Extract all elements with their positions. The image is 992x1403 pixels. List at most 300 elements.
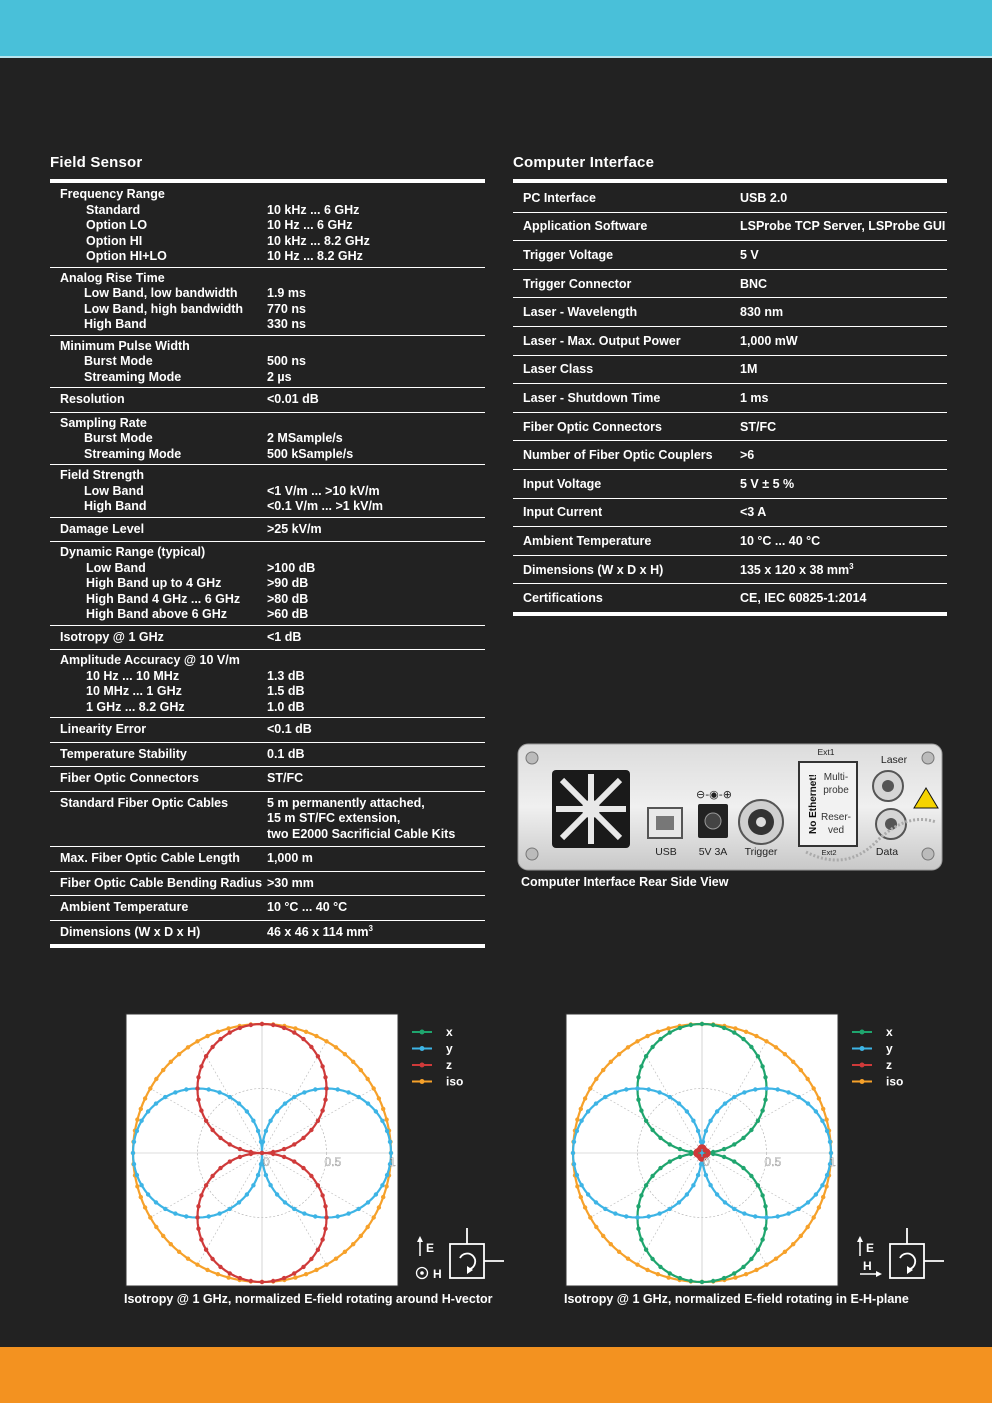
data-point	[366, 1225, 370, 1229]
data-point	[715, 1109, 719, 1113]
spec-row	[513, 413, 947, 442]
spec-value-text: 1,000 m	[267, 851, 313, 865]
multiprobe-label-2: probe	[823, 785, 849, 796]
spec-sublabel: High Band up to 4 GHz	[86, 576, 222, 590]
data-point	[691, 1119, 695, 1123]
data-point	[588, 1215, 592, 1219]
data-point	[650, 1128, 654, 1132]
data-point	[207, 1214, 211, 1218]
spec-sublabel: Low Band, high bandwidth	[84, 301, 244, 316]
data-point	[791, 1242, 795, 1246]
spec-value	[740, 563, 947, 577]
spec-subrow	[50, 700, 485, 716]
spec-subrow	[50, 447, 485, 463]
data-point	[715, 1192, 719, 1196]
legend-marker	[860, 1046, 865, 1051]
data-point	[196, 1098, 200, 1102]
data-point	[657, 1211, 661, 1215]
spec-value	[740, 391, 947, 405]
data-point	[824, 1184, 828, 1188]
data-point	[828, 1140, 832, 1144]
spec-subrow	[50, 317, 485, 333]
data-point	[685, 1109, 689, 1113]
spec-value	[740, 334, 947, 348]
legend	[412, 1025, 463, 1089]
spec-subrow	[50, 484, 485, 500]
spec-value	[740, 477, 947, 491]
spec-row	[50, 771, 485, 787]
spec-row	[513, 441, 947, 470]
radial-tick-label: 0	[703, 1155, 710, 1169]
spec-value-text: 10 °C ... 40 °C	[267, 900, 348, 914]
data-point	[205, 1268, 209, 1272]
data-point	[657, 1090, 661, 1094]
data-point	[309, 1045, 313, 1049]
data-point	[184, 1214, 188, 1218]
unit-superscript: 3	[368, 923, 373, 933]
data-point	[749, 1045, 753, 1049]
data-point	[678, 1026, 682, 1030]
data-point	[218, 1037, 222, 1041]
spec-value	[267, 392, 485, 408]
data-point	[639, 1064, 643, 1068]
data-point	[238, 1276, 242, 1280]
data-point	[601, 1234, 605, 1238]
spec-sublabel: High Band 4 GHz ... 6 GHz	[86, 591, 241, 606]
data-point	[384, 1117, 388, 1121]
data-point	[639, 1237, 643, 1241]
ext1-label: Ext1	[817, 747, 835, 757]
data-point	[154, 1101, 158, 1105]
data-point	[249, 1279, 253, 1283]
data-point	[668, 1207, 672, 1211]
data-point	[797, 1207, 801, 1211]
data-point	[139, 1107, 143, 1111]
data-point	[817, 1096, 821, 1100]
spec-subrow	[50, 607, 485, 623]
spec-label: Temperature Stability	[60, 746, 187, 761]
data-point	[650, 1174, 654, 1178]
spec-sublabel: Standard	[86, 202, 141, 217]
data-point	[264, 1129, 268, 1133]
data-point	[143, 1205, 147, 1209]
data-point	[753, 1214, 757, 1218]
spec-row	[50, 747, 485, 763]
data-point	[763, 1227, 767, 1231]
spec-label: Dynamic Range (typical)	[60, 545, 206, 559]
data-point	[760, 1237, 764, 1241]
data-point	[626, 1045, 630, 1049]
data-point	[195, 1086, 199, 1090]
unit-superscript: 3	[849, 561, 854, 571]
no-ethernet-label: No Ethernet!	[808, 774, 819, 834]
field-sensor-title: Field Sensor	[50, 154, 143, 171]
data-point	[245, 1192, 249, 1196]
data-point	[385, 1173, 389, 1177]
legend-label: z	[446, 1058, 452, 1072]
data-point	[169, 1060, 173, 1064]
data-point	[374, 1109, 378, 1113]
chart-caption-2: Isotropy @ 1 GHz, normalized E-field rotating in E-H-plane	[564, 1292, 909, 1306]
spec-value: 10 kHz ... 6 GHz	[267, 202, 360, 217]
laser-label: Laser	[880, 754, 908, 766]
data-point	[708, 1183, 712, 1187]
spec-value: >80 dB	[267, 591, 309, 606]
spec-label: Frequency Range	[60, 187, 165, 201]
spec-subrow	[50, 431, 485, 447]
data-point	[226, 1026, 230, 1030]
data-point	[316, 1248, 320, 1252]
spec-value	[267, 522, 485, 538]
radial-tick-label: 0.5	[324, 1155, 342, 1169]
data-point	[732, 1271, 736, 1275]
chart-caption-1: Isotropy @ 1 GHz, normalized E-field rotating around H-vector	[124, 1292, 493, 1306]
spec-sublabel: High Band	[84, 317, 147, 331]
data-point	[723, 1101, 727, 1105]
data-point	[251, 1119, 255, 1123]
spec-group	[50, 465, 485, 518]
spec-value-text: >25 kV/m	[267, 521, 322, 536]
data-point	[650, 1045, 654, 1049]
spec-value: 10 kHz ... 8.2 GHz	[267, 233, 370, 248]
data-point	[658, 1166, 662, 1170]
data-point	[624, 1087, 628, 1091]
header-band	[0, 0, 992, 56]
data-point	[696, 1129, 700, 1133]
data-point	[786, 1211, 790, 1215]
data-point	[301, 1166, 305, 1170]
spec-row	[50, 851, 485, 867]
h-vector-label: H	[863, 1259, 872, 1273]
data-point	[314, 1034, 318, 1038]
data-point	[324, 1263, 328, 1267]
legend-label: x	[886, 1025, 893, 1039]
data-point	[184, 1087, 188, 1091]
data-point	[774, 1045, 778, 1049]
data-point	[131, 1151, 135, 1155]
data-point	[238, 1147, 242, 1151]
data-point	[812, 1215, 816, 1219]
spec-sublabel: Low Band	[84, 483, 144, 498]
spec-value: <1 V/m ... >10 kV/m	[267, 483, 380, 498]
spec-label: Input Voltage	[523, 476, 602, 491]
data-point	[760, 1064, 764, 1068]
spec-value	[267, 339, 485, 355]
spec-value	[267, 876, 485, 892]
spec-label-empty	[50, 827, 267, 843]
data-point	[359, 1068, 363, 1072]
spec-value-text: 1,000 mW	[740, 333, 798, 348]
spec-value	[267, 545, 485, 561]
legend-label: z	[886, 1058, 892, 1072]
spec-value-text: <3 A	[740, 505, 767, 520]
spec-sublabel: Low Band	[86, 560, 146, 575]
data-point	[668, 1030, 672, 1034]
data-point	[336, 1087, 340, 1091]
data-point	[647, 1087, 651, 1091]
spec-value: 5 m permanently attached,	[267, 795, 425, 810]
data-point	[668, 1271, 672, 1275]
data-point	[260, 1022, 264, 1026]
data-point	[764, 1263, 768, 1267]
spec-group	[50, 184, 485, 268]
data-point	[343, 1052, 347, 1056]
data-point	[199, 1237, 203, 1241]
spec-value: >60 dB	[267, 607, 309, 621]
data-point	[644, 1183, 648, 1187]
spec-value	[740, 248, 947, 262]
data-point	[320, 1108, 324, 1112]
legend-label: y	[886, 1041, 893, 1056]
data-point	[143, 1096, 147, 1100]
data-point	[603, 1207, 607, 1211]
spec-value	[267, 468, 485, 484]
data-point	[336, 1214, 340, 1218]
data-point	[579, 1107, 583, 1111]
spec-row	[50, 522, 485, 538]
data-point	[132, 1140, 136, 1144]
data-point	[283, 1101, 287, 1105]
data-point	[613, 1090, 617, 1094]
data-point	[786, 1090, 790, 1094]
data-point	[228, 1207, 232, 1211]
data-point	[380, 1119, 384, 1123]
data-point	[217, 1211, 221, 1215]
legend-marker	[860, 1079, 865, 1084]
data-point	[301, 1037, 305, 1041]
data-point	[742, 1090, 746, 1094]
spec-label: Certifications	[523, 591, 603, 606]
spec-sublabel: Low Band, low bandwidth	[84, 286, 238, 300]
data-point	[732, 1207, 736, 1211]
data-point	[626, 1257, 630, 1261]
data-point	[304, 1030, 308, 1034]
data-point	[656, 1272, 660, 1276]
spec-row	[513, 584, 947, 616]
spec-value-text: 5 V	[740, 247, 759, 262]
data-point	[636, 1098, 640, 1102]
data-point	[237, 1200, 241, 1204]
spec-subrow	[50, 592, 485, 608]
data-point	[320, 1193, 324, 1197]
spec-label: Minimum Pulse Width	[60, 338, 190, 353]
data-point	[656, 1030, 660, 1034]
legend-label: x	[446, 1025, 453, 1039]
data-point	[301, 1136, 305, 1140]
data-point	[324, 1039, 328, 1043]
data-point	[732, 1030, 736, 1034]
data-point	[346, 1090, 350, 1094]
spec-group	[50, 718, 485, 743]
spec-label: Sampling Rate	[60, 415, 147, 430]
data-point	[381, 1195, 385, 1199]
data-point	[756, 1183, 760, 1187]
data-point	[196, 1204, 200, 1208]
data-point	[594, 1225, 598, 1229]
spec-sublabel: Option HI+LO	[86, 249, 167, 263]
ext2-label: Ext2	[821, 848, 837, 857]
spec-sublabel: High Band	[84, 499, 147, 513]
spec-sublabel: Option LO	[86, 218, 148, 232]
data-point	[824, 1117, 828, 1121]
data-point	[668, 1159, 672, 1163]
data-point	[814, 1109, 818, 1113]
data-point	[218, 1265, 222, 1269]
data-point	[323, 1204, 327, 1208]
data-point	[163, 1095, 167, 1099]
data-point	[601, 1068, 605, 1072]
spec-label: Resolution	[60, 392, 125, 406]
data-point	[799, 1068, 803, 1072]
spec-subrow	[50, 286, 485, 302]
data-point	[763, 1075, 767, 1079]
data-point	[583, 1205, 587, 1209]
data-point	[161, 1234, 165, 1238]
data-point	[806, 1101, 810, 1105]
spec-subrow	[50, 684, 485, 700]
spec-row	[50, 392, 485, 408]
legend	[852, 1025, 903, 1089]
data-point	[204, 1119, 208, 1123]
data-point	[282, 1026, 286, 1030]
spec-value: >100 dB	[267, 560, 316, 575]
data-point	[323, 1075, 327, 1079]
data-point	[163, 1207, 167, 1211]
spec-value	[740, 591, 947, 605]
spec-value	[267, 851, 485, 867]
spec-value-text: LSProbe TCP Server, LSProbe GUI	[740, 219, 946, 234]
data-point	[741, 1166, 745, 1170]
data-point	[677, 1101, 681, 1105]
data-point	[357, 1207, 361, 1211]
data-point	[594, 1101, 598, 1105]
screw-icon	[526, 848, 538, 860]
spec-label: Damage Level	[60, 521, 145, 536]
data-point	[388, 1140, 392, 1144]
data-point	[292, 1159, 296, 1163]
spec-row	[513, 556, 947, 585]
data-point	[271, 1023, 275, 1027]
spec-value	[267, 722, 485, 738]
spec-sublabel: Burst Mode	[84, 354, 153, 368]
data-point	[372, 1086, 376, 1090]
data-point	[316, 1183, 320, 1187]
spec-sublabel: Streaming Mode	[84, 369, 182, 384]
data-point	[268, 1119, 272, 1123]
screw-icon	[526, 752, 538, 764]
data-point	[196, 1227, 200, 1231]
data-point	[636, 1075, 640, 1079]
data-point	[756, 1248, 760, 1252]
spec-subrow	[50, 561, 485, 577]
data-point	[817, 1205, 821, 1209]
data-point	[228, 1271, 232, 1275]
footer-band	[0, 1347, 992, 1403]
data-point	[264, 1173, 268, 1177]
data-point	[196, 1075, 200, 1079]
spec-row	[513, 270, 947, 299]
legend-marker	[420, 1063, 425, 1068]
data-point	[741, 1037, 745, 1041]
data-point	[302, 1090, 306, 1094]
data-point	[177, 1052, 181, 1056]
reserved-label-2: ved	[827, 825, 845, 836]
data-point	[572, 1162, 576, 1166]
spec-row	[50, 416, 485, 432]
data-point	[749, 1174, 753, 1178]
spec-label: Isotropy @ 1 GHz	[60, 629, 164, 644]
data-point	[301, 1265, 305, 1269]
data-point	[148, 1215, 152, 1219]
spec-value	[267, 187, 485, 203]
computer-interface-top-rule	[513, 179, 947, 183]
spec-label: Laser - Wavelength	[523, 305, 638, 320]
spec-subrow	[50, 249, 485, 265]
spec-value: 10 Hz ... 8.2 GHz	[267, 249, 363, 263]
data-point	[304, 1272, 308, 1276]
data-point	[377, 1205, 381, 1209]
spec-value-text: CE, IEC 60825-1:2014	[740, 591, 867, 606]
spec-group	[50, 792, 485, 848]
data-point	[256, 1129, 260, 1133]
data-point	[760, 1193, 764, 1197]
data-point	[205, 1034, 209, 1038]
data-point	[700, 1022, 704, 1026]
data-point	[199, 1108, 203, 1112]
data-point	[313, 1087, 317, 1091]
data-point	[754, 1268, 758, 1272]
data-point	[658, 1136, 662, 1140]
data-point	[154, 1200, 158, 1204]
computer-interface-table	[513, 184, 947, 616]
spec-label: Input Current	[523, 505, 603, 520]
legend-marker	[860, 1030, 865, 1035]
spec-row	[50, 811, 485, 827]
data-point	[320, 1237, 324, 1241]
data-point	[749, 1257, 753, 1261]
data-point	[571, 1151, 575, 1155]
spec-label: Ambient Temperature	[523, 533, 652, 548]
data-point	[139, 1183, 143, 1187]
data-point	[764, 1215, 768, 1219]
legend-label: iso	[886, 1074, 904, 1089]
spec-value	[267, 900, 485, 916]
spec-value: 2 MSample/s	[267, 431, 343, 445]
radial-tick-label: 0.5	[764, 1155, 782, 1169]
data-point	[359, 1234, 363, 1238]
data-point	[741, 1265, 745, 1269]
data-point	[764, 1039, 768, 1043]
data-point	[292, 1207, 296, 1211]
data-point	[763, 1098, 767, 1102]
spec-value-text: 0.1 dB	[267, 746, 305, 761]
spec-value-text: 135 x 120 x 38 mm	[740, 562, 850, 577]
data-point	[385, 1129, 389, 1133]
data-point	[647, 1214, 651, 1218]
data-point	[324, 1086, 328, 1090]
spec-value: 330 ns	[267, 317, 306, 331]
legend-label: iso	[446, 1074, 464, 1089]
data-point	[320, 1064, 324, 1068]
data-point	[148, 1086, 152, 1090]
spec-value: 500 kSample/s	[267, 446, 354, 461]
spec-sublabel: High Band above 6 GHz	[86, 607, 227, 621]
data-point	[260, 1280, 264, 1284]
data-point	[791, 1060, 795, 1064]
spec-label: Dimensions (W x D x H)	[523, 562, 664, 577]
data-point	[579, 1119, 583, 1123]
data-point	[309, 1174, 313, 1178]
